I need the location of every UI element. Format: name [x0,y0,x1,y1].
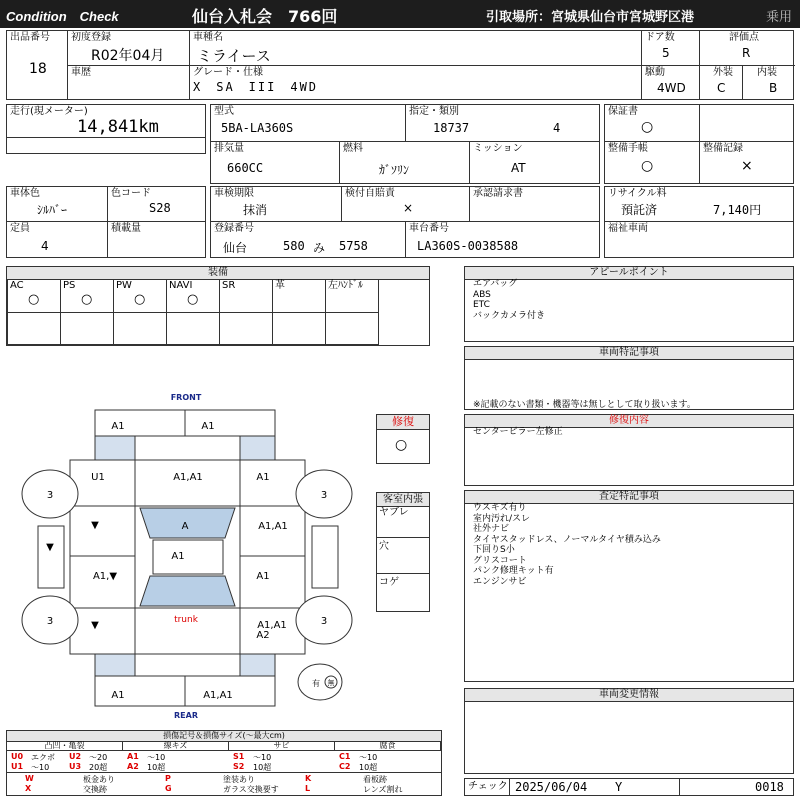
legend-value: レンズ割れ [363,785,403,794]
repair-value: ○ [395,437,408,453]
registration-kana: み [313,241,326,255]
maintenance-record-label: 整備記録 [703,143,743,154]
equipment-value: ○ [81,292,93,307]
legend-key: X [25,784,32,793]
equipment-empty-cell [166,312,220,345]
equipment-label: 左ﾊﾝﾄﾞﾙ [328,280,363,291]
liability-label: 検付自賠責 [345,188,395,199]
drive-label: 駆動 [645,67,665,78]
appeal-box [464,266,794,342]
pickup-location: 引取場所：宮城県仙台市宮城野区港 [486,10,695,25]
grade-value: X SA III 4WD [193,80,319,94]
recycle-label: リサイクル料 [608,188,667,199]
recycle-status: 預託済 [621,203,658,217]
legend-key: A2 [127,762,139,771]
legend-value: 〜20 [89,753,108,762]
fuel-value: ｶﾞｿﾘﾝ [379,163,410,177]
rear-label: REAR [174,711,198,720]
legend-value: 20超 [89,763,108,772]
door-right-front-mark: A1,A1 [258,521,288,532]
legend-value: 交換跡 [83,785,107,794]
equipment-cell [7,279,61,313]
equipment-label: AC [10,280,24,291]
type-code-label: 型式 [214,106,234,117]
door-left-rear-mark: A1,▼ [92,571,118,582]
legend-key: G [165,784,172,793]
model-name-label: 車種名 [193,32,223,43]
score-value: R [742,46,751,60]
assessment-line: 下回りS小 [473,545,515,555]
equipment-title: 装備 [7,267,429,280]
transmission-value: AT [511,161,526,175]
quarter-right-mark: A1,A1 [257,620,287,631]
hood-mark: A1,A1 [173,472,203,483]
interior-value: B [769,81,778,95]
condition-check-badge: Condition Check [6,9,119,24]
interior-tear-label: ヤブレ [379,507,409,518]
legend-key: U3 [69,762,82,771]
legend-value: エクボ [31,753,55,762]
legend-key: C2 [339,762,351,771]
equipment-box [6,266,430,346]
legend-value: 10超 [147,763,166,772]
car-damage-diagram [0,385,370,725]
front-bumper-right-mark: A1 [201,421,215,432]
legend-key: U2 [69,752,82,761]
maintenance-book-value: ○ [641,158,654,174]
legend-key: P [165,774,171,783]
registration-box [210,186,600,258]
assessment-line: エンジンサビ [473,576,527,587]
fender-left-mark: U1 [91,472,105,483]
spare-ari-label: 有 [312,679,320,688]
inspection-label: 車検期限 [214,188,254,199]
color-code-value: S28 [149,201,171,215]
trunk-label: trunk [174,615,198,625]
legend-value: 〜10 [147,753,166,762]
equipment-cell [272,279,326,313]
equipment-label: 革 [275,280,285,291]
legend-key: W [25,774,34,783]
equipment-empty-cell [7,312,61,345]
first-registration-label: 初度登録 [71,32,111,43]
equipment-empty-cell [219,312,273,345]
exterior-value: C [717,81,726,95]
front-bumper-left-mark: A1 [111,421,125,432]
displacement-value: 660CC [227,161,264,175]
approval-label: 承認請求書 [473,188,523,199]
transmission-label: ミッション [473,143,523,154]
equipment-label: PW [116,280,132,291]
appeal-line: バックカメラ付き [473,310,546,321]
legend-value: ガラス交換要す [223,785,279,794]
maintenance-book-label: 整備手帳 [608,143,648,154]
registration-label: 登録番号 [214,223,254,234]
equipment-value: ○ [28,292,40,307]
legend-key: S1 [233,752,245,761]
interior-damage-box [376,492,430,612]
legend-key: L [305,784,311,793]
designation-label: 指定・類別 [409,106,459,117]
chassis-value: LA360S-0038588 [417,239,519,253]
lot-label: 出品番号 [10,32,50,43]
legend-key: U1 [11,762,24,771]
capacity-label: 定員 [10,223,30,234]
equipment-cell [113,279,167,313]
body-color-value: ｼﾙﾊﾞｰ [37,203,68,217]
legend-key: K [305,774,312,783]
legend-header: サビ [229,741,335,751]
designation-value: 18737 [433,121,470,135]
welfare-label: 福祉車両 [608,223,648,234]
doors-label: ドア数 [645,32,675,43]
inspection-value: 抹消 [243,203,268,217]
spec-box [210,104,600,184]
pillar-mark: A1 [171,551,185,562]
legend-value: 板金あり [83,775,115,784]
vehicle-change-box [464,688,794,774]
legend-value: 塗装あり [223,775,255,784]
check-mark: Y [615,780,623,794]
body-color-label: 車体色 [10,188,40,199]
vehicle-change-title: 車両変更情報 [465,689,793,702]
vehicle-category: 乗用 [766,10,793,25]
legend-title: 損傷記号＆損傷サイズ(〜最大cm) [7,731,441,742]
first-registration-value: R02年04月 [91,48,165,64]
doors-value: 5 [662,46,670,60]
legend-divider [7,772,441,773]
tire-rear-right-mark: 3 [320,616,328,627]
quarter-left-mark: ▼ [91,620,99,631]
score-label: 評価点 [729,32,759,43]
assessment-line: タイヤスタッドレス、ノーマルタイヤ積み込み [473,534,661,545]
equipment-cell [166,279,220,313]
appeal-line: ABS [473,289,491,300]
legend-header: 線キズ [123,741,229,751]
appeal-line: ETC [473,300,490,310]
quarter-right-mark-2: A2 [256,630,270,641]
repair-title: 修復 [377,415,429,430]
grade-label: グレード・仕様 [193,67,263,78]
legend-value: 〜10 [31,763,50,772]
load-label: 積載量 [111,223,141,234]
warranty-value: ○ [641,119,654,135]
tire-front-left-mark: 3 [46,490,54,501]
assessment-line: 社外ナビ [473,524,510,534]
equipment-label: PS [63,280,76,291]
repair-content-box [464,414,794,486]
interior-label: 内装 [757,67,777,78]
equipment-empty-cell [325,312,379,345]
door-right-rear-mark: A1 [256,571,270,582]
mileage-label: 走行(現メーター) [10,106,88,117]
equipment-empty-cell [272,312,326,345]
chassis-label: 車台番号 [409,223,449,234]
legend-value: 〜10 [359,753,378,762]
interior-hole-label: 穴 [379,541,389,552]
assessment-line: ウスキズ有り [473,503,527,513]
door-left-front-mark: ▼ [91,520,99,531]
assessment-line: グリスコート [473,555,527,566]
fender-right-mark: A1 [256,472,270,483]
warranty-box [604,104,794,184]
interior-damage-title: 客室内張 [377,493,429,507]
displacement-label: 排気量 [214,143,244,154]
assessment-title: 査定特記事項 [465,491,793,504]
registration-area: 仙台 [223,241,248,255]
exterior-label: 外装 [713,67,733,78]
appeal-line: エアバッグ [473,279,518,289]
equipment-label: NAVI [169,280,193,291]
fuel-label: 燃料 [343,143,363,154]
legend-header: 凸凹・亀裂 [7,741,123,751]
auction-title: 仙台入札会 766回 [192,7,338,26]
header-bar [0,0,800,28]
recycle-box [604,186,794,258]
check-row [464,778,794,796]
equipment-cell [219,279,273,313]
legend-value: 10超 [359,763,378,772]
equipment-cell [325,279,379,313]
legend-value: 〜10 [253,753,272,762]
assessment-box [464,490,794,682]
equipment-cell [60,279,114,313]
check-date: 2025/06/04 [515,780,588,794]
registration-class: 580 [283,239,305,253]
assessment-line: パンク修理キット有 [473,566,554,576]
drive-value: 4WD [657,81,686,95]
rear-bumper-right-mark: A1,A1 [203,690,233,701]
equipment-value: ○ [187,292,199,307]
model-name-value: ミライース [197,47,271,65]
color-box [6,186,206,258]
check-code: 0018 [755,780,784,794]
special-notes-title: 車両特記事項 [465,347,793,360]
front-label: FRONT [170,393,202,402]
legend-value: 看板跡 [363,775,387,784]
repair-box [376,414,430,464]
special-notes-text: ※記載のない書類・機器等は無しとして取り扱います。 [473,400,696,410]
warranty-label: 保証書 [608,106,638,117]
special-notes-box [464,346,794,410]
appeal-title: アピールポイント [465,267,793,280]
mileage-value: 14,841km [77,117,159,137]
spare-nashi-label: 無 [327,679,335,687]
liability-value: × [403,201,414,215]
lot-number: 18 [29,61,47,77]
type-code-value: 5BA-LA360S [221,121,294,135]
tire-rear-left-mark: 3 [46,616,54,627]
history-label: 車歴 [71,67,91,78]
legend-key: U0 [11,752,24,761]
assessment-line: 室内汚れ/スレ [473,513,531,524]
check-label: チェック [468,781,508,792]
interior-burn-label: コゲ [379,577,399,588]
tire-front-right-mark: 3 [320,490,328,501]
equipment-empty-cell [113,312,167,345]
damage-legend [6,730,442,796]
equipment-label: SR [222,280,236,291]
repair-content-title: 修復内容 [465,415,793,428]
legend-value: 10超 [253,763,272,772]
maintenance-record-value: × [741,158,753,174]
legend-key: A1 [127,752,139,761]
side-left-mark: ▼ [46,542,54,553]
repair-line: センターピラー左修正 [473,427,563,437]
equipment-value: ○ [134,292,146,307]
color-code-label: 色コード [111,188,151,199]
recycle-amount: 7,140円 [713,203,762,217]
registration-number: 5758 [339,239,368,253]
capacity-value: 4 [41,239,49,253]
mileage-box [6,104,206,154]
equipment-empty-cell [60,312,114,345]
vehicle-info-top [6,30,794,100]
rear-bumper-left-mark: A1 [111,690,125,701]
roof-mark: A [181,521,189,532]
legend-key: S2 [233,762,245,771]
legend-header: 腐食 [335,741,441,751]
classification-value: 4 [553,121,561,135]
legend-key: C1 [339,752,351,761]
